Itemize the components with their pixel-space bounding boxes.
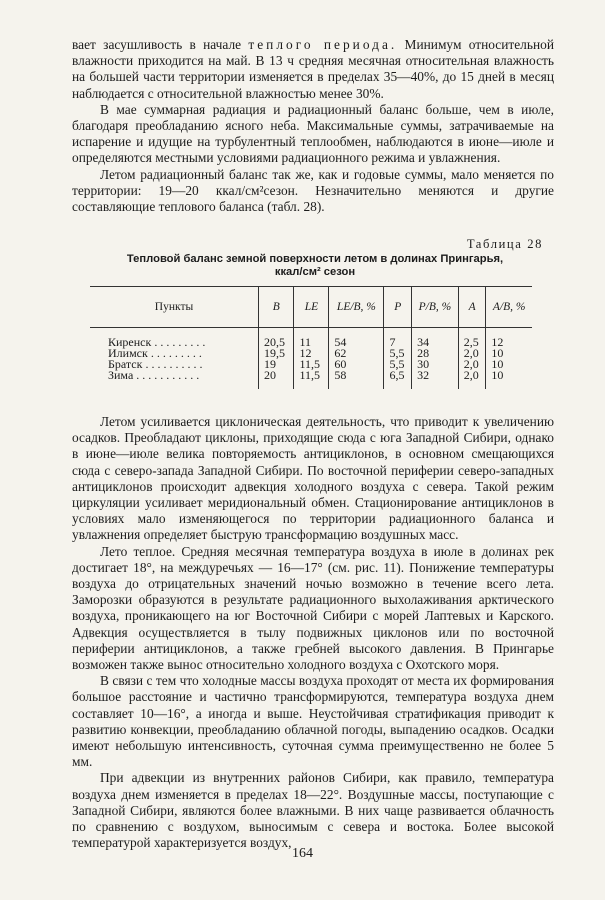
header-p: P: [384, 287, 412, 328]
cell-le-b: 60: [329, 359, 384, 370]
table-title-line-2: ккал/см² сезон: [274, 266, 356, 278]
paragraph-6: В связи с тем что холодные массы воздуха проходят от места их формирования большое расстояние и частично трансформируются, температура воздуха днем составляет 10—16°, а иногда и выше. Неустойчивая стратификация приводит к развитию конвекции, преобладанию облачной погоды, выпадению осадков. Осадки имеют небольшую интенсивность, суточная сумма преимущественно не более 5 мм.: [72, 673, 554, 770]
cell-a: 2,0: [458, 370, 486, 389]
paragraph-5: Лето теплое. Средняя месячная температура воздуха в июле в долинах рек достигает 18°, на междуречьях — 16—17° (см. рис. 11). Понижение температуры воздуха до отрицательных значений ночью возможно в течение всего лета. Заморозки образуются в результате радиационного выхолаживания арктического воздуха, проникающего на юг Восточной Сибири с морей Лаптевых и Карского. Адвекция осуществляется в тылу подвижных циклонов или по восточной периферии антициклонов, а также гребней высокого давления. В Прингарье возможен также вынос относительно холодного воздуха с Охотского моря.: [72, 543, 554, 673]
paragraph-4: Летом усиливается циклоническая деятельность, что приводит к увеличению осадков. Преобладают циклоны, приходящие сюда с юга Западной Сибири, однако в июне—июле велика повторяемость антициклонов, в основном смещающихся сюда с северо-запада Западной Сибири. По восточной периферии северо-западных антициклонов происходит адвекция холодного воздуха с севера. Такой режим циркуляции усиливает меридиональный обмен. Стационирование антициклонов в условиях мало изменяющегося по территории радиационного баланса и увлажнения определяет быструю трансформацию воздушных масс.: [72, 414, 554, 543]
cell-b: 20,5: [259, 328, 294, 349]
cell-station: Братск . . . . . . . . . .: [108, 357, 203, 371]
cell-a-b: 10: [486, 370, 532, 389]
header-a-b: A/B, %: [486, 287, 532, 328]
cell-p: 6,5: [384, 370, 412, 389]
cell-le: 11,5: [294, 370, 329, 389]
cell-le: 12: [294, 348, 329, 359]
header-b: B: [259, 287, 294, 328]
table-header-row: [90, 287, 532, 328]
cell-p-b: 34: [412, 328, 459, 349]
cell-p-b: 28: [412, 348, 459, 359]
cell-a: 2,5: [458, 328, 486, 349]
cell-le-b: 58: [329, 370, 384, 389]
cell-a-b: 10: [486, 348, 532, 359]
cell-station: Киренск . . . . . . . . .: [108, 335, 206, 349]
cell-station: Зима . . . . . . . . . . .: [108, 368, 200, 382]
table-title: [100, 253, 530, 279]
cell-p: 7: [384, 328, 412, 349]
cell-a-b: 12: [486, 328, 532, 349]
header-p-b: P/B, %: [412, 287, 459, 328]
cell-p-b: 32: [412, 370, 459, 389]
paragraph-1-spaced-text: теплого периода.: [248, 37, 398, 52]
table-label: Таблица 28: [466, 237, 543, 251]
paragraph-1-end: Минимум относительной влажности приходится на май. В 13 ч средняя месячная относительная влажность на большей части территории изменяется в пределах 35—40%, до 15 дней в месяц наблюдается с относительной влажностью менее 30%.: [72, 37, 554, 101]
table-title-line-1: Тепловой баланс земной поверхности летом в долинах Прингарья,: [126, 253, 504, 265]
text-block-bottom: [72, 414, 554, 851]
header-stations: Пункты: [90, 287, 259, 328]
cell-le-b: 62: [329, 348, 384, 359]
cell-le-b: 54: [329, 328, 384, 349]
table-row: [90, 370, 532, 389]
page-number: 164: [292, 846, 313, 861]
text-block-top: [72, 37, 554, 215]
cell-a: 2,0: [458, 348, 486, 359]
cell-p: 5,5: [384, 348, 412, 359]
cell-a: 2,0: [458, 359, 486, 370]
paragraph-3: Летом радиационный баланс так же, как и годовые суммы, мало меняется по территории: 19—20 ккал/см²сезон. Незначительно меняются и другие составляющие теплового баланса (табл. 28).: [72, 166, 554, 215]
cell-p-b: 30: [412, 359, 459, 370]
cell-b: 19: [259, 359, 294, 370]
paragraph-7: При адвекции из внутренних районов Сибири, как правило, температура воздуха днем изменяется в пределах 18—22°. Воздушные массы, поступающие с Западной Сибири, являются более влажными. В них чаще развивается облачность по сравнению с воздухом, выносимым с севера и востока. Более высокой температурой характеризуется воздух,: [72, 770, 554, 851]
paragraph-1: [72, 37, 554, 102]
cell-le: 11: [294, 328, 329, 349]
cell-le: 11,5: [294, 359, 329, 370]
cell-a-b: 10: [486, 359, 532, 370]
paragraph-1-start: вает засушливость в начале: [72, 37, 242, 52]
cell-b: 19,5: [259, 348, 294, 359]
table-row: [90, 328, 532, 349]
cell-b: 20: [259, 370, 294, 389]
cell-station: Илимск . . . . . . . . .: [108, 346, 202, 360]
header-le-b: LE/B, %: [329, 287, 384, 328]
header-le: LE: [294, 287, 329, 328]
heat-balance-table: [90, 286, 532, 389]
header-a: A: [458, 287, 486, 328]
cell-p: 5,5: [384, 359, 412, 370]
paragraph-2: В мае суммарная радиация и радиационный баланс больше, чем в июле, благодаря преобладанию ясного неба. Максимальные суммы, затрачиваемые на испарение и идущие на турбулентный теплообмен, наблюдаются в июне—июле и определяются местными условиями радиационного режима и увлажнения.: [72, 101, 554, 166]
